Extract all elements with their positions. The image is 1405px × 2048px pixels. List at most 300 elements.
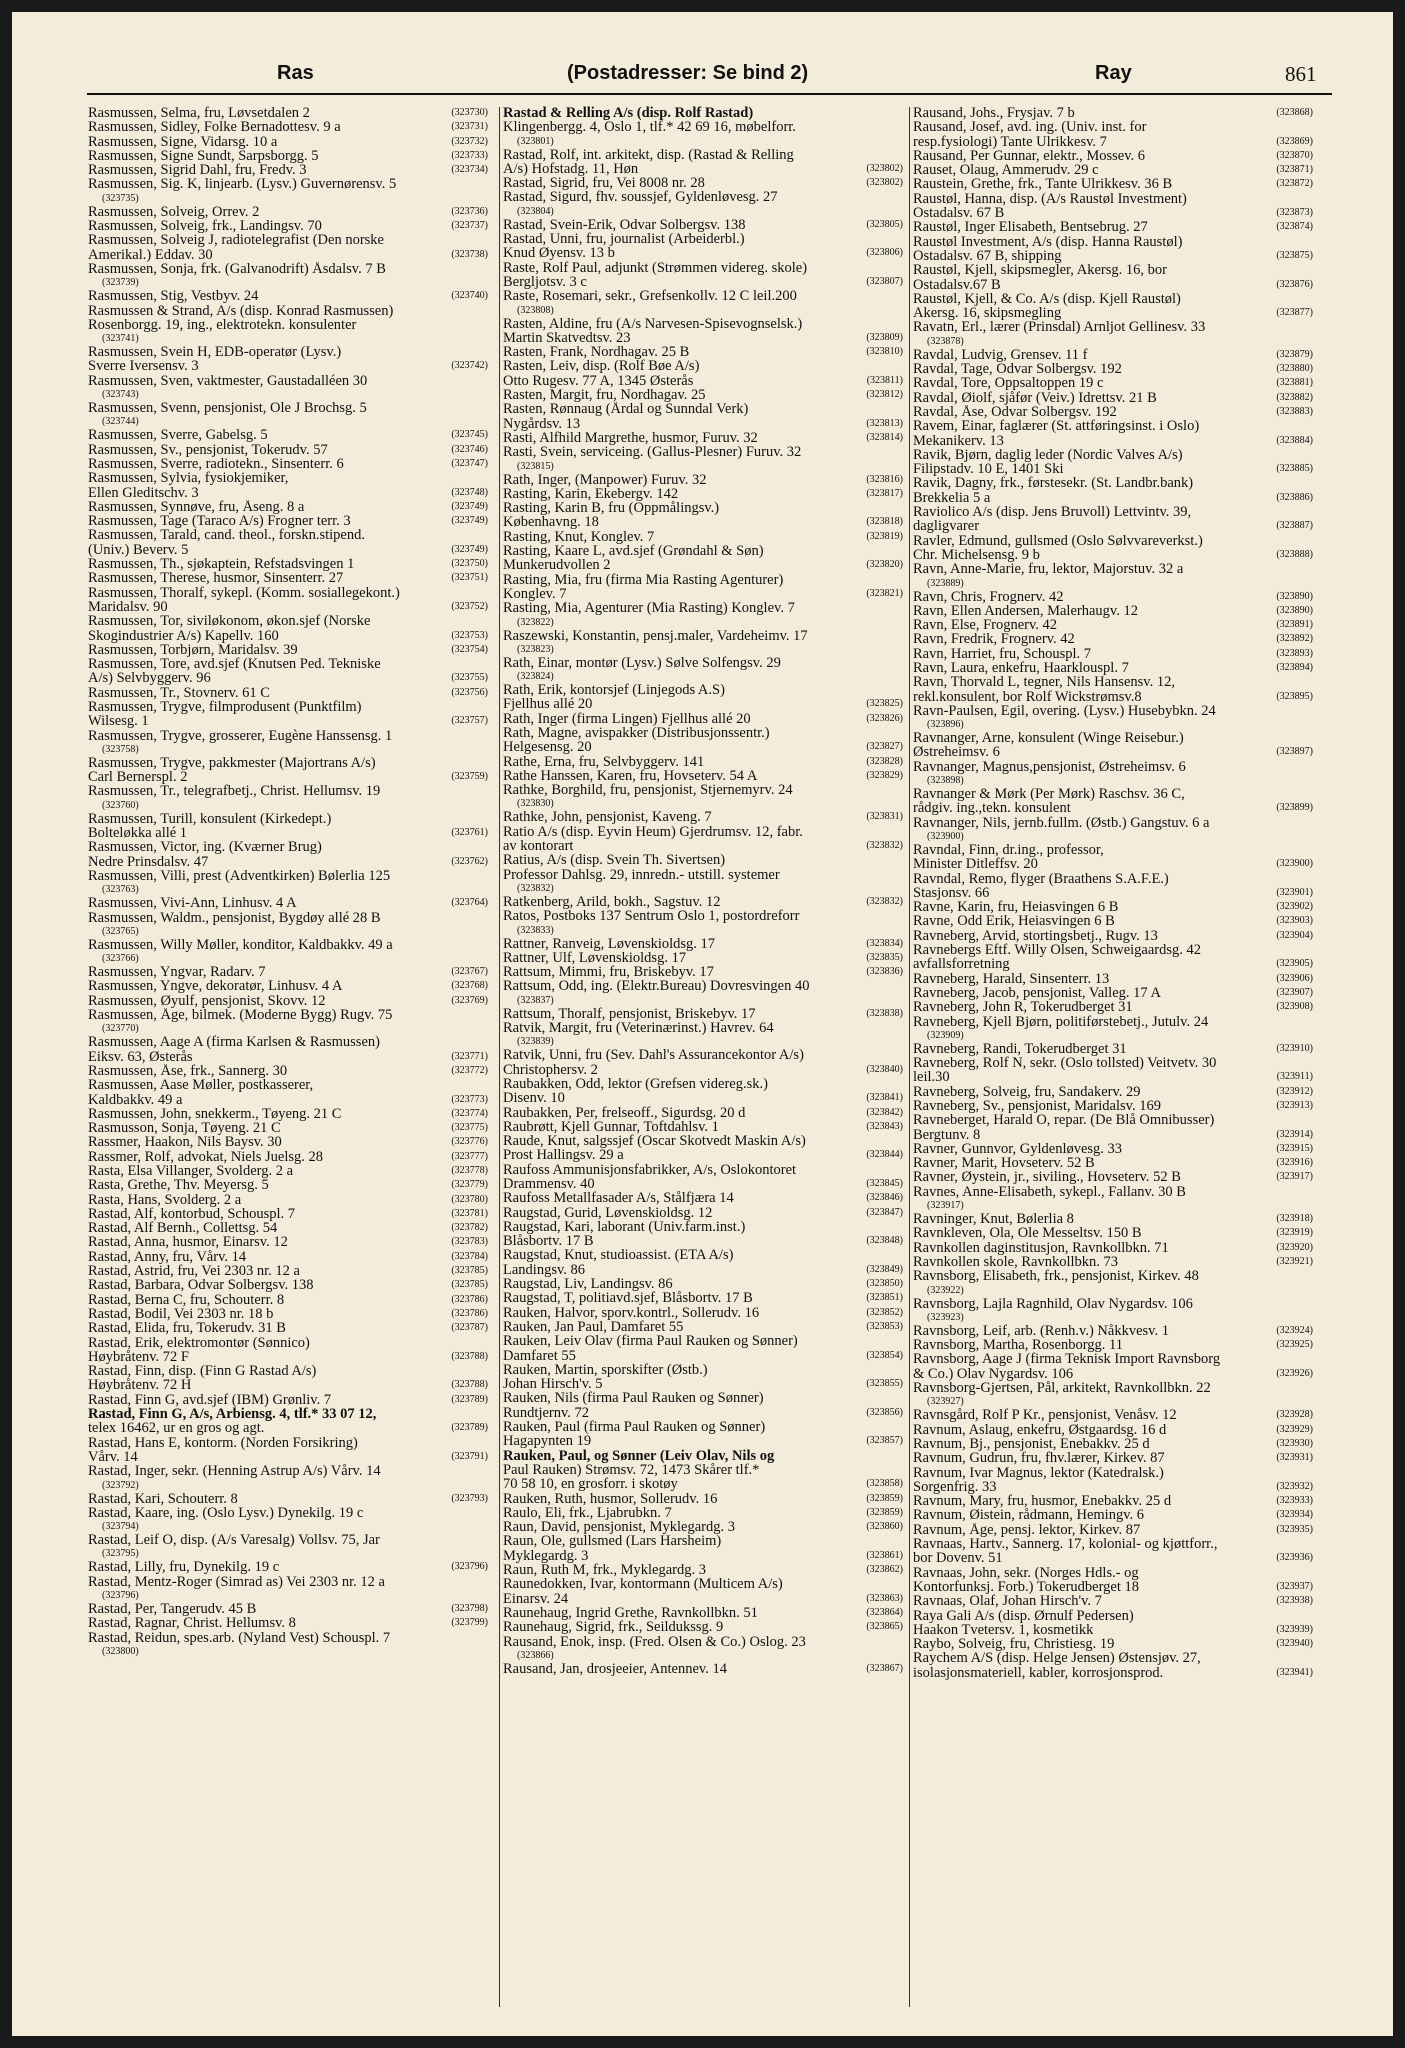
listing-entry [913, 391, 1313, 405]
listing-entry [913, 1000, 1313, 1014]
entry-number: (323745) [451, 429, 488, 441]
listing-entry [913, 1523, 1313, 1537]
entry-number: (323760) [102, 799, 139, 811]
entry-number: (323749) [451, 543, 488, 555]
entry-text: Munkerudvollen 2 [503, 558, 611, 573]
entry-text: Ratkenberg, Arild, bokh., Sagstuv. 12 [503, 894, 721, 910]
entry-text: Ravnum, Gudrun, fru, fhv.lærer, Kirkev. 87 [913, 1451, 1165, 1466]
entry-text: Ravnkleven, Ola, Ole Messeltsv. 150 B [913, 1226, 1142, 1241]
listing-entry [913, 1070, 1313, 1084]
listing-entry [913, 1015, 1313, 1042]
listing-entry [913, 1566, 1313, 1580]
entry-number: (323889) [927, 577, 964, 589]
entry-text: A/s) Hofstadg. 11, Høn [503, 161, 639, 177]
entry-text: Rastad, Mentz-Roger (Simrad as) Vei 2303 nr. 12 a [88, 1574, 385, 1590]
entry-text: Rausand, Jan, drosjeeier, Antennev. 14 [503, 1661, 727, 1677]
entry-number: (323827) [866, 741, 903, 753]
entry-text: Raubakken, Per, frelseoff., Sigurdsg. 20 d [503, 1105, 746, 1120]
entry-text: Raugstad, Gurid, Løvenskioldsg. 12 [503, 1205, 713, 1220]
entry-number: (323735) [102, 192, 139, 204]
listing-entry [913, 135, 1313, 149]
listing-entry [503, 1063, 903, 1077]
entry-number: (323789) [451, 1393, 488, 1405]
entry-text: Rasmussen, Synnøve, fru, Åseng. 8 a [88, 499, 305, 515]
listing-entry [88, 979, 488, 993]
entry-text: Rauken, Paul (firma Paul Rauken og Sønner) [503, 1420, 766, 1435]
listing-entry [913, 1408, 1313, 1422]
entry-number: (323900) [927, 830, 964, 842]
entry-text: Rassmer, Rolf, advokat, Niels Juelsg. 28 [88, 1149, 324, 1164]
listing-entry [503, 558, 903, 572]
listing-entry [913, 476, 1313, 490]
listing-entry [88, 1350, 488, 1364]
entry-text: Raubrøtt, Kjell Gunnar, Toftdahlsv. 1 [503, 1119, 719, 1135]
entry-text: Ravn, Thorvald L, tegner, Nils Hansensv. 12, [913, 675, 1175, 690]
listing-entry [913, 1255, 1313, 1269]
entry-number: (323786) [451, 1293, 488, 1305]
entry-text: Rasmussen, Yngve, dekoratør, Linhusv. 4 A [88, 979, 343, 994]
entry-text: Rastad, Berna C, fru, Schouterr. 8 [88, 1292, 285, 1307]
listing-entry [503, 1334, 903, 1348]
listing-entry [913, 1042, 1313, 1056]
entry-number: (323824) [517, 671, 554, 683]
listing-entry [88, 869, 488, 896]
entry-number: (323879) [1276, 348, 1313, 360]
listing-entry [503, 530, 903, 544]
listing-entry [913, 1551, 1313, 1565]
listing-entry [913, 943, 1313, 957]
listing-entry [88, 163, 488, 177]
listing-entry [503, 1021, 903, 1048]
entry-text: Raustøl, Inger Elisabeth, Bentsebrug. 27 [913, 220, 1148, 235]
entry-number: (323855) [866, 1378, 903, 1390]
entry-number: (323847) [866, 1206, 903, 1218]
entry-number: (323801) [517, 135, 554, 147]
entry-text: Rastad, Per, Tangerudv. 45 B [88, 1602, 257, 1617]
entry-text: Rasta, Grethe, Thv. Meyersg. 5 [88, 1178, 269, 1193]
entry-text: Ravn, Else, Frognerv. 42 [913, 618, 1058, 633]
listing-entry [913, 957, 1313, 971]
entry-number: (323765) [102, 925, 139, 937]
header-rule [87, 93, 1332, 95]
entry-text: Amerikal.) Eddav. 30 [88, 247, 213, 262]
entry-number: (323914) [1276, 1128, 1313, 1140]
entry-number: (323859) [866, 1506, 903, 1518]
listing-entry [503, 1106, 903, 1120]
entry-text: Rauset, Olaug, Ammerudv. 29 c [913, 163, 1099, 178]
listing-entry [88, 1250, 488, 1264]
listing-entry [503, 951, 903, 965]
listing-entry [913, 857, 1313, 871]
entry-text: Rastad, Barbara, Odvar Solbergsv. 138 [88, 1278, 314, 1293]
entry-text: Raun, Ole, gullsmed (Lars Harsheim) [503, 1534, 722, 1549]
listing-entry [88, 1533, 488, 1560]
entry-text: Ravn, Fredrik, Frognerv. 42 [913, 632, 1075, 647]
entry-text: Rasten, Leiv, disp. (Rolf Bøe A/s) [503, 359, 700, 374]
entry-text: Rasmussen, Vivi-Ann, Linhusv. 4 A [88, 896, 297, 911]
listing-entry [913, 192, 1313, 206]
entry-text: Rasmussen, Sylvia, fysiokjemiker, [88, 471, 289, 486]
listing-entry [88, 289, 488, 303]
entry-text: Bergtunv. 8 [913, 1127, 981, 1142]
entry-number: (323785) [451, 1265, 488, 1277]
entry-text: Ravneberg, Jacob, pensjonist, Valleg. 17 A [913, 985, 1161, 1001]
entry-number: (323788) [451, 1379, 488, 1391]
entry-text: Rasmussen, Signe, Vidarsg. 10 a [88, 134, 278, 149]
listing-entry [88, 106, 488, 120]
listing-entry [503, 853, 903, 867]
entry-number: (323897) [1276, 746, 1313, 758]
listing-entry [88, 1575, 488, 1602]
listing-entry [503, 1606, 903, 1620]
entry-text: Ravnum, Øistein, rådmann, Hemingv. 6 [913, 1508, 1145, 1523]
entry-number: (323927) [927, 1396, 964, 1408]
entry-text: Rathe, Erna, fru, Selvbyggerv. 141 [503, 754, 705, 769]
listing-entry [88, 571, 488, 585]
listing-entry [88, 1135, 488, 1149]
listing-entry [503, 445, 903, 472]
entry-text: Ravneberg, Arvid, stortingsbetj., Rugv. 13 [913, 928, 1158, 944]
listing-entry [503, 1120, 903, 1134]
entry-number: (323860) [866, 1521, 903, 1533]
entry-number: (323807) [866, 275, 903, 287]
entry-number: (323794) [102, 1521, 139, 1533]
listing-entry [88, 457, 488, 471]
entry-number: (323851) [866, 1292, 903, 1304]
entry-text: Ravnebergs Eftf. Willy Olsen, Schweigaardsg. 42 [913, 943, 1202, 958]
entry-number: (323886) [1276, 491, 1313, 503]
entry-text: Maridalsv. 90 [88, 599, 168, 615]
entry-text: Raviolico A/s (disp. Jens Bruvoll) Lettvintv. 39, [913, 505, 1192, 520]
entry-text: Haakon Tvetersv. 1, kosmetikk [913, 1622, 1094, 1638]
entry-text: Høybråtenv. 72 F [88, 1349, 189, 1365]
entry-text: Ravn-Paulsen, Egil, overing. (Lysv.) Husebybkn. 24 [913, 703, 1216, 719]
listing-entry [88, 374, 488, 401]
entry-number: (323861) [866, 1549, 903, 1561]
listing-entry [913, 1324, 1313, 1338]
listing-entry [503, 246, 903, 260]
entry-text: Rastad, Sigurd, fhv. soussjef, Gyldenløvesg. 27 [503, 190, 778, 206]
entry-number: (323873) [1276, 207, 1313, 219]
entry-text: Rasmussen, Turill, konsulent (Kirkedept.) [88, 811, 332, 827]
entry-number: (323787) [451, 1322, 488, 1334]
listing-entry [503, 1134, 903, 1148]
listing-entry [88, 1506, 488, 1533]
listing-entry [913, 1381, 1313, 1408]
listing-entry [503, 1234, 903, 1248]
entry-text: Raubakken, Odd, lektor (Grefsen videreg.sk.) [503, 1076, 768, 1092]
header-right-keyword: Ray [1095, 62, 1132, 84]
entry-text: Rastad, Rolf, int. arkitekt, disp. (Rastad & Relling [503, 147, 794, 162]
entry-number: (323845) [866, 1178, 903, 1189]
entry-text: Ostadalsv. 67 B [913, 206, 1005, 221]
entry-number: (323924) [1276, 1324, 1313, 1336]
entry-number: (323878) [927, 335, 964, 347]
entry-number: (323868) [1276, 107, 1313, 118]
listing-entry [88, 1078, 488, 1092]
entry-text: Rausand, Enok, insp. (Fred. Olsen & Co.) Oslog. 23 [503, 1634, 806, 1650]
listing-entry [88, 304, 488, 318]
entry-text: Ravdal, Øiolf, sjåfør (Veiv.) Idrettsv. 21 B [913, 390, 1157, 405]
entry-text: Ravneberget, Harald O, repar. (De Blå Omnibusser) [913, 1113, 1215, 1128]
listing-entry [88, 671, 488, 685]
listing-entry [913, 1352, 1313, 1366]
entry-text: Rattsum, Thoralf, pensjonist, Briskebyv. 17 [503, 1006, 756, 1022]
listing-entry [88, 1364, 488, 1378]
entry-text: Nedre Prinsdalsv. 47 [88, 854, 209, 869]
listing-entry [88, 1035, 488, 1049]
entry-text: Ostadalsv. 67 B, shipping [913, 248, 1062, 264]
entry-text: Rasmussen, Sverre, radiotekn., Sinsenterr. 6 [88, 456, 344, 472]
listing-entry [913, 1113, 1313, 1127]
listing-entry [913, 1666, 1313, 1680]
listing-entry [503, 120, 903, 147]
entry-text: Raunehaug, Ingrid Grethe, Ravnkollbkn. 51 [503, 1605, 758, 1621]
entry-number: (323905) [1276, 958, 1313, 970]
listing-entry [88, 784, 488, 811]
listing-entry [913, 1367, 1313, 1381]
entry-text: Ravnes, Anne-Elisabeth, sykepl., Fallanv. 30 B [913, 1184, 1186, 1200]
entry-text: Kontorfunksj. Forb.) Tokerudberget 18 [913, 1579, 1139, 1595]
entry-text: A/s) Selvbyggerv. 96 [88, 671, 211, 686]
listing-entry [503, 1592, 903, 1606]
entry-text: Rasmussen, Th., sjøkaptein, Refstadsvingen 1 [88, 557, 355, 572]
listing-entry [913, 448, 1313, 462]
entry-text: Blåsbortv. 17 B [503, 1234, 594, 1249]
entry-text: Christophersv. 2 [503, 1062, 598, 1077]
entry-number: (323856) [866, 1406, 903, 1418]
entry-text: Rasmussen, Tr., Stovnerv. 61 C [88, 685, 270, 700]
entry-text: dagligvarer [913, 519, 980, 534]
entry-text: Ravnanger, Arne, konsulent (Winge Reisebur.) [913, 731, 1184, 746]
entry-text: Rasten, Margit, fru, Nordhagav. 25 [503, 388, 706, 403]
entry-number: (323877) [1276, 307, 1313, 319]
listing-entry [503, 1463, 903, 1477]
listing-entry [88, 1150, 488, 1164]
entry-number: (323933) [1276, 1495, 1313, 1507]
entry-number: (323915) [1276, 1142, 1313, 1154]
listing-entry [503, 1434, 903, 1448]
entry-text: Kaldbakkv. 49 a [88, 1092, 183, 1107]
entry-number: (323921) [1276, 1255, 1313, 1267]
entry-text: Rattner, Ranveig, Løvenskioldsg. 17 [503, 936, 716, 951]
entry-text: Rastad, Finn G, avd.sjef (IBM) Grønliv. 7 [88, 1392, 332, 1408]
listing-entry [913, 177, 1313, 191]
listing-entry [503, 1306, 903, 1320]
entry-text: Rasmussen, Waldm., pensjonist, Bygdøy allé 28 B [88, 910, 381, 926]
listing-entry [88, 248, 488, 262]
listing-entry [88, 262, 488, 289]
entry-text: Rastad, Astrid, fru, Vei 2303 nr. 12 a [88, 1264, 300, 1279]
listing-entry [913, 1451, 1313, 1465]
listing-entry [913, 1623, 1313, 1637]
entry-text: Ravnum, Aslaug, enkefru, Østgaardsg. 16 d [913, 1422, 1167, 1437]
listing-entry [913, 1297, 1313, 1324]
entry-text: Ravnaas, Olaf, Johan Hirsch'v. 7 [913, 1594, 1102, 1609]
entry-text: Ravik, Bjørn, daglig leder (Nordic Valves A/s) [913, 447, 1183, 463]
entry-text: Københavng. 18 [503, 515, 599, 530]
entry-number: (323892) [1276, 633, 1313, 645]
entry-number: (323911) [1276, 1071, 1313, 1083]
entry-number: (323862) [866, 1564, 903, 1576]
listing-entry [913, 320, 1313, 347]
entry-text: Rasmussen, Øyulf, pensjonist, Skovv. 12 [88, 993, 326, 1009]
listing-entry [913, 929, 1313, 943]
entry-text: Rastad, Anna, husmor, Einarsv. 12 [88, 1235, 288, 1250]
entry-number: (323749) [451, 515, 488, 527]
entry-number: (323742) [451, 360, 488, 372]
entry-text: Rastad, Svein-Erik, Odvar Solbergsv. 138 [503, 217, 746, 233]
entry-text: Rasmussen, Åge, bilmek. (Moderne Bygg) Rugv. 75 [88, 1008, 393, 1024]
entry-text: 70 58 10, en grosforr. i skotøy [503, 1477, 678, 1492]
entry-text: Rasmussen, Åse, frk., Sannerg. 30 [88, 1063, 288, 1079]
entry-text: Rasti, Alfhild Margrethe, husmor, Furuv. 32 [503, 430, 758, 446]
listing-entry [88, 1631, 488, 1658]
listing-entry [503, 1662, 903, 1676]
entry-text: Rasmussen & Strand, A/s (disp. Konrad Rasmussen) [88, 303, 394, 318]
listing-entry [503, 1492, 903, 1506]
entry-number: (323869) [1276, 135, 1313, 147]
entry-number: (323809) [866, 331, 903, 343]
entry-number: (323836) [866, 966, 903, 978]
listing-entry [913, 505, 1313, 519]
listing-entry [503, 1163, 903, 1177]
listing-entry [88, 1407, 488, 1421]
entry-text: Rastad, Hans E, kontorm. (Norden Forsikring) [88, 1435, 358, 1450]
listing-entry [913, 249, 1313, 263]
header-center-note: (Postadresser: Se bind 2) [567, 62, 809, 84]
listing-entry [913, 120, 1313, 134]
listing-entry [913, 1637, 1313, 1651]
entry-text: Ravnaas, John, sekr. (Norges Hdls.- og [913, 1565, 1139, 1580]
listing-column-2 [503, 106, 903, 1676]
entry-number: (323762) [451, 855, 488, 867]
listing-entry [503, 1077, 903, 1091]
listing-entry [88, 557, 488, 571]
listing-entry [913, 1128, 1313, 1142]
entry-text: telex 16462, ur en gros og agt. [88, 1421, 265, 1436]
entry-text: Raszewski, Konstantin, pensj.maler, Vardeheimv. 17 [503, 628, 808, 644]
entry-number: (323752) [451, 600, 488, 612]
listing-entry [503, 162, 903, 176]
entry-number: (323783) [451, 1236, 488, 1248]
listing-entry [913, 206, 1313, 220]
entry-number: (323832) [866, 840, 903, 852]
entry-number: (323941) [1276, 1666, 1313, 1678]
entry-number: (323812) [866, 389, 903, 401]
listing-entry [913, 632, 1313, 646]
listing-entry [913, 745, 1313, 759]
entry-text: Raustøl Investment, A/s (disp. Hanna Raustøl) [913, 234, 1183, 249]
entry-number: (323785) [451, 1279, 488, 1291]
entry-text: Sverre Iversensv. 3 [88, 359, 199, 374]
listing-entry [503, 359, 903, 373]
entry-text: Rathke, Borghild, fru, pensjonist, Stjernemyrv. 24 [503, 783, 793, 799]
entry-number: (323791) [451, 1450, 488, 1462]
listing-entry [88, 657, 488, 671]
entry-text: Ratvik, Unni, fru (Sev. Dahl's Assurancekontor A/s) [503, 1048, 804, 1063]
entry-text: Ravneberg, Harald, Sinsenterr. 13 [913, 971, 1110, 986]
entry-number: (323820) [866, 559, 903, 571]
listing-entry [503, 1220, 903, 1234]
entry-text: Ratvik, Margit, fru (Veterinærinst.) Havrev. 64 [503, 1021, 774, 1037]
entry-text: Rath, Einar, montør (Lysv.) Sølve Solfengsv. 29 [503, 655, 781, 671]
entry-text: Damfaret 55 [503, 1348, 576, 1363]
listing-entry [913, 872, 1313, 886]
entry-text: Raufoss Ammunisjonsfabrikker, A/s, Oslokontoret [503, 1162, 797, 1177]
entry-text: bor Dovenv. 51 [913, 1551, 1003, 1566]
listing-entry [88, 1616, 488, 1630]
entry-number: (323763) [102, 884, 139, 896]
listing-entry [503, 1191, 903, 1205]
entry-number: (323831) [866, 811, 903, 823]
listing-entry [88, 826, 488, 840]
entry-text: Rastad, Elida, fru, Tokerudv. 31 B [88, 1321, 286, 1336]
entry-text: Rath, Erik, kontorsjef (Linjegods A.S) [503, 683, 725, 698]
entry-text: Rasten, Rønnaug (Årdal og Sunndal Verk) [503, 402, 749, 417]
entry-text: Ravn, Harriet, fru, Schouspl. 7 [913, 646, 1091, 661]
entry-text: Rasmussen, Willy Møller, konditor, Kaldbakkv. 49 a [88, 937, 393, 953]
entry-number: (323837) [517, 994, 554, 1006]
entry-text: Rasmussen, Sverre, Gabelsg. 5 [88, 428, 268, 443]
listing-entry [913, 306, 1313, 320]
listing-entry [88, 528, 488, 542]
entry-text: Rasmussen, Sven, vaktmester, Gaustadalléen 30 [88, 373, 368, 389]
listing-entry [913, 900, 1313, 914]
entry-number: (323732) [451, 135, 488, 147]
column-divider [499, 107, 500, 2007]
listing-entry [503, 1506, 903, 1520]
entry-text: Raustøl, Kjell, skipsmegler, Akersg. 16, bor [913, 263, 1167, 278]
entry-number: (323833) [517, 924, 554, 936]
entry-text: Skogindustrier A/s) Kapellv. 160 [88, 628, 279, 643]
entry-text: Rausand, Josef, avd. ing. (Univ. inst. for [913, 120, 1147, 135]
listing-entry [913, 843, 1313, 857]
listing-entry [88, 345, 488, 359]
entry-number: (323816) [866, 473, 903, 485]
entry-number: (323867) [866, 1662, 903, 1674]
entry-number: (323834) [866, 937, 903, 949]
listing-entry [503, 979, 903, 1006]
listing-entry [503, 839, 903, 853]
entry-number: (323747) [451, 457, 488, 469]
entry-number: (323734) [451, 164, 488, 176]
entry-text: Ravner, Marit, Hovseterv. 52 B [913, 1156, 1095, 1171]
entry-number: (323737) [451, 220, 488, 232]
listing-entry [503, 232, 903, 246]
entry-text: Rasmussen, Thoralf, sykepl. (Komm. sosiallegekont.) [88, 585, 400, 600]
entry-text: Paul Rauken) Strømsv. 72, 1473 Skårer tlf.* [503, 1462, 760, 1478]
entry-text: Rastad, Inger, sekr. (Henning Astrup A/s) Vårv. 14 [88, 1464, 381, 1480]
entry-text: av kontorart [503, 839, 574, 854]
listing-entry [503, 417, 903, 431]
entry-text: Rasmussen, Tor, siviløkonom, økon.sjef (Norske [88, 614, 371, 629]
entry-number: (323852) [866, 1306, 903, 1318]
entry-text: Ravne, Karin, fru, Heiasvingen 6 B [913, 900, 1119, 915]
entry-text: Rath, Inger, (Manpower) Furuv. 32 [503, 472, 707, 487]
entry-text: Ravne, Odd Erik, Heiasvingen 6 B [913, 914, 1115, 929]
entry-text: Ravnsborg, Leif, arb. (Renh.v.) Nåkkvesv. 1 [913, 1323, 1169, 1339]
listing-entry [913, 362, 1313, 376]
entry-text: Ravnum, Åge, pensj. lektor, Kirkev. 87 [913, 1522, 1141, 1538]
listing-entry [913, 760, 1313, 787]
listing-entry [503, 501, 903, 515]
entry-text: Disenv. 10 [503, 1091, 565, 1106]
entry-number: (323822) [517, 616, 554, 628]
entry-text: Ravnsborg, Elisabeth, frk., pensjonist, Kirkev. 48 [913, 1269, 1199, 1285]
entry-number: (323865) [866, 1621, 903, 1633]
entry-text: Sorgenfrig. 33 [913, 1479, 997, 1495]
